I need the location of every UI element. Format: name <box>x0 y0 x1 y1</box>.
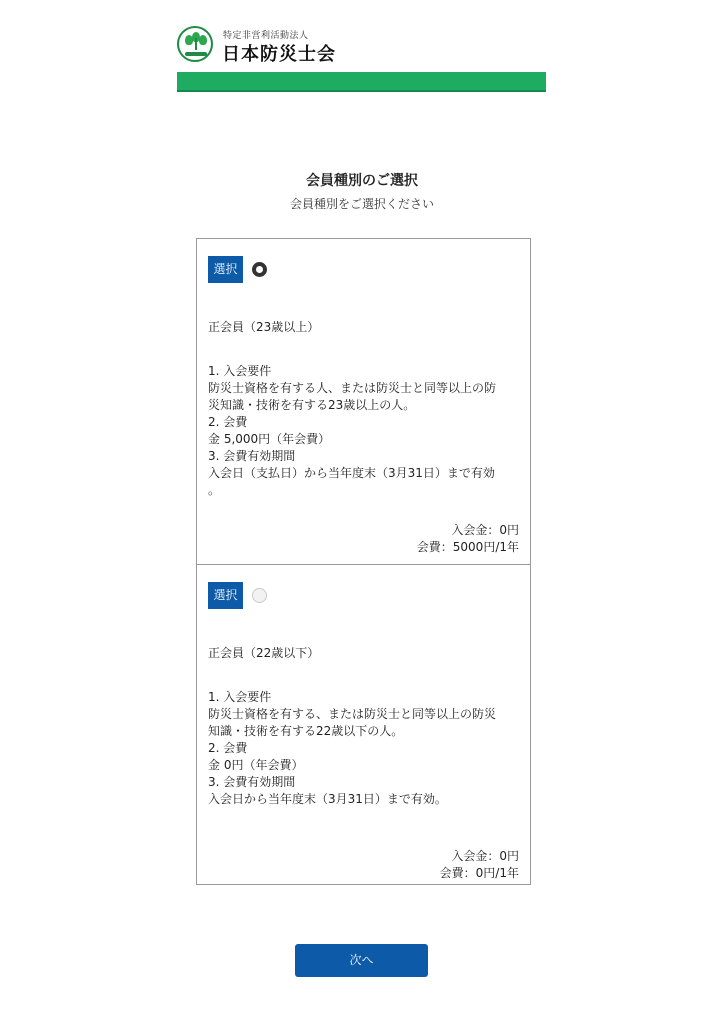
plan-title: 正会員（23歳以上） <box>208 320 320 334</box>
plan-radio-unselected[interactable] <box>252 588 267 603</box>
plan-description <box>208 689 520 808</box>
plan-fees <box>417 522 519 556</box>
desc-line: 入会日（支払日）から当年度末（3月31日）まで有効 <box>208 466 495 480</box>
plan-fees <box>440 848 519 882</box>
logo-emblem-icon <box>177 26 213 62</box>
annual-fee: 会費：5000円/1年 <box>416 540 519 554</box>
desc-line: 災知識・技術を有する23歳以上の人。 <box>208 398 416 412</box>
desc-line: 金 5,000円（年会費） <box>208 432 331 446</box>
plan-title: 正会員（22歳以下） <box>208 646 320 660</box>
desc-line: 防災士資格を有する人、または防災士と同等以上の防 <box>208 381 497 395</box>
membership-plan-list <box>196 238 531 885</box>
desc-line: 1. 入会要件 <box>208 690 272 704</box>
plan-card-22-and-under[interactable] <box>197 565 530 884</box>
entry-fee: 入会金：0円 <box>451 523 519 537</box>
desc-line: 2. 会費 <box>208 741 248 755</box>
select-button[interactable]: 選択 <box>208 582 243 609</box>
plan-card-23-and-over[interactable] <box>197 239 530 565</box>
desc-line: 2. 会費 <box>208 415 248 429</box>
org-subtitle: 特定非営利活動法人 <box>223 31 309 41</box>
desc-line: 。 <box>208 483 221 497</box>
desc-line: 金 0円（年会費） <box>208 758 304 772</box>
entry-fee: 入会金：0円 <box>451 849 519 863</box>
plan-description <box>208 363 520 499</box>
desc-line: 防災士資格を有する、または防災士と同等以上の防災 <box>208 707 497 721</box>
site-header <box>177 24 546 72</box>
plan-radio-selected[interactable] <box>252 262 267 277</box>
page-subtitle: 会員種別をご選択ください <box>289 197 434 211</box>
desc-line: 入会日から当年度末（3月31日）まで有効。 <box>208 792 447 806</box>
desc-line: 3. 会費有効期間 <box>208 449 296 463</box>
desc-line: 3. 会費有効期間 <box>208 775 296 789</box>
org-name: 日本防災士会 <box>222 44 336 65</box>
desc-line: 1. 入会要件 <box>208 364 272 378</box>
next-button[interactable]: 次へ <box>295 944 428 977</box>
desc-line: 知識・技術を有する22歳以下の人。 <box>208 724 404 738</box>
select-button[interactable]: 選択 <box>208 256 243 283</box>
annual-fee: 会費：0円/1年 <box>439 866 519 880</box>
header-accent-bar <box>177 72 546 92</box>
page-title: 会員種別のご選択 <box>306 173 418 189</box>
